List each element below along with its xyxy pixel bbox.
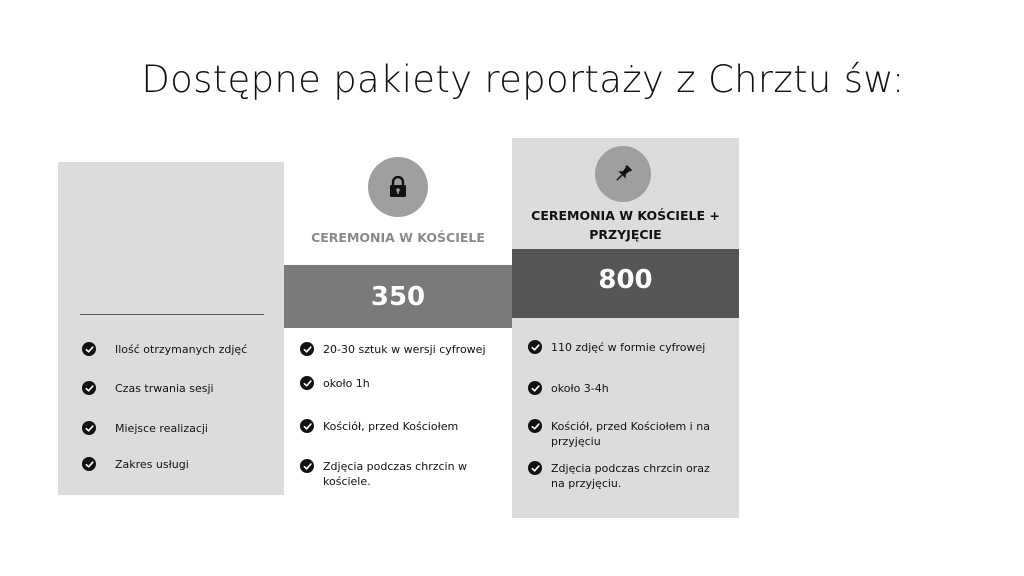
package-name-line-2: PRZYJĘCIE (589, 227, 662, 242)
package-price: 350 (284, 265, 512, 328)
list-item (82, 381, 214, 396)
scope-value: Zdjęcia podczas chrzcin w kościele. (323, 460, 468, 488)
divider (80, 314, 264, 315)
list-item (82, 457, 189, 472)
labels-column (58, 162, 284, 495)
package-name-line-1: CEREMONIA W KOŚCIELE + (531, 208, 720, 223)
package-church (284, 160, 512, 495)
check-icon (82, 342, 96, 356)
page-title: Dostępne pakiety reportaży z Chrztu św: (141, 58, 905, 101)
list-item (528, 381, 609, 396)
check-icon (528, 340, 542, 354)
list-item (82, 342, 247, 357)
check-icon (82, 457, 96, 471)
list-item (300, 376, 370, 391)
lock-icon (368, 157, 428, 217)
check-icon (300, 419, 314, 433)
check-icon (528, 381, 542, 395)
list-item (300, 419, 458, 434)
package-price: 800 (512, 249, 739, 318)
location-value: Kościół, przed Kościołem i na przyjęciu (551, 420, 710, 448)
package-name (512, 206, 739, 244)
photo-count-value: 20-30 sztuk w wersji cyfrowej (323, 343, 486, 356)
list-item (528, 461, 723, 491)
label-duration: Czas trwania sesji (115, 382, 214, 395)
check-icon (82, 421, 96, 435)
list-item (528, 340, 705, 355)
label-location: Miejsce realizacji (115, 422, 208, 435)
list-item (528, 419, 723, 449)
duration-value: około 1h (323, 377, 370, 390)
check-icon (300, 459, 314, 473)
location-value: Kościół, przed Kościołem (323, 420, 459, 433)
photo-count-value: 110 zdjęć w formie cyfrowej (551, 341, 706, 354)
check-icon (82, 381, 96, 395)
list-item (300, 459, 490, 489)
list-item (300, 342, 486, 357)
package-church-party (512, 138, 739, 518)
check-icon (528, 461, 542, 475)
check-icon (300, 342, 314, 356)
check-icon (528, 419, 542, 433)
list-item (82, 421, 208, 436)
pushpin-icon (595, 146, 651, 202)
label-scope: Zakres usługi (115, 458, 189, 471)
scope-value: Zdjęcia podczas chrzcin oraz na przyjęciu. (551, 462, 710, 490)
duration-value: około 3-4h (551, 382, 609, 395)
label-photo-count: Ilość otrzymanych zdjęć (115, 343, 248, 356)
package-name: CEREMONIA W KOŚCIELE (311, 230, 485, 245)
check-icon (300, 376, 314, 390)
